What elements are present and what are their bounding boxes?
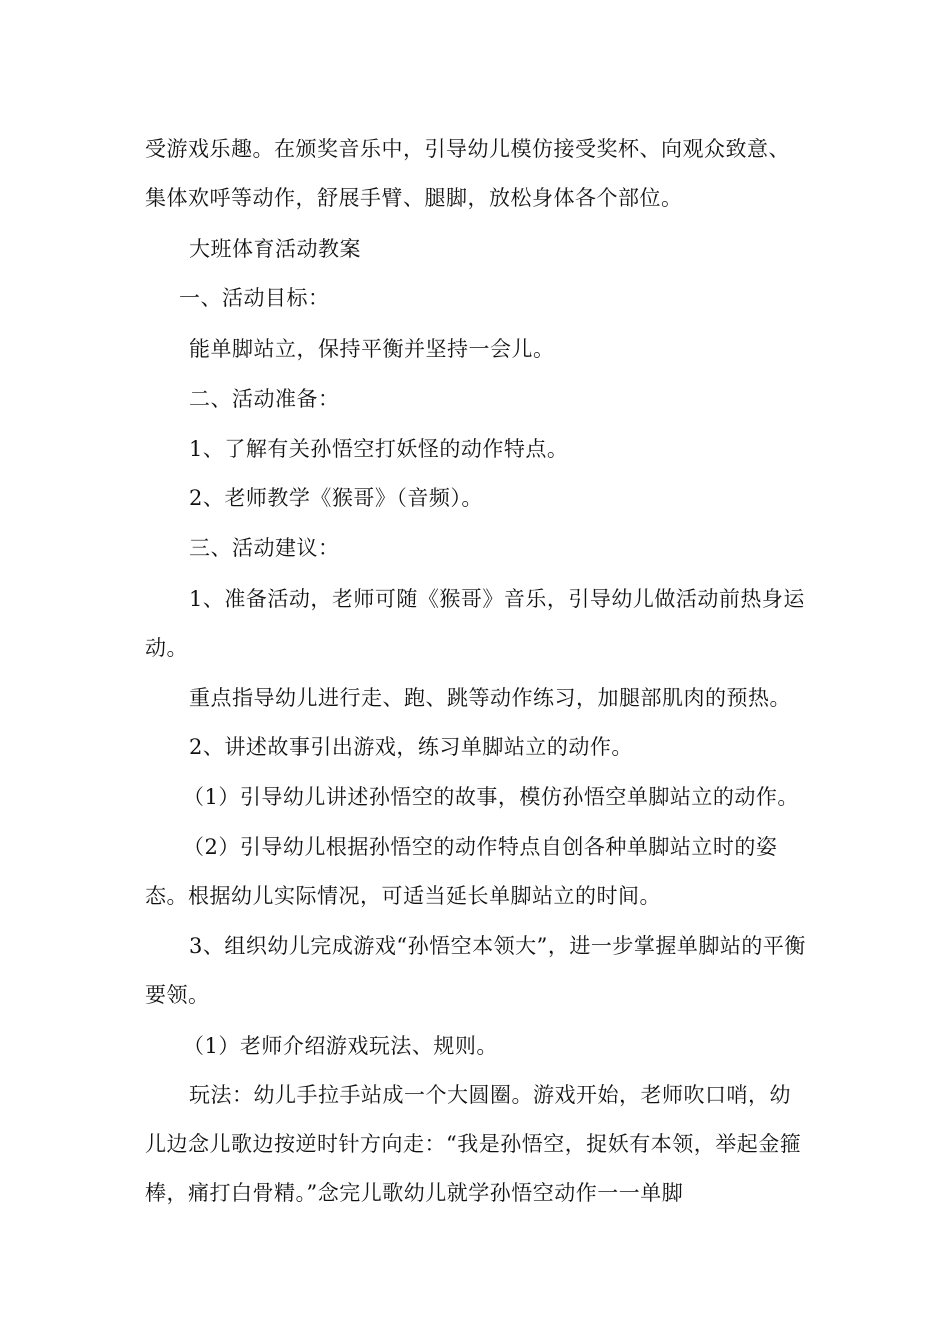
section-heading-goals: 一、活动目标： [179,286,330,310]
paragraph-sub-2: （2）引导幼儿根据孙悟空的动作特点自创各种单脚站立时的姿态。根据幼儿实际情况，可适当延长单脚站立的时间。 [145,835,778,908]
paragraph-goal: 能单脚站立，保持平衡并坚持一会儿。 [189,337,555,361]
section-heading-suggestions: 三、活动建议： [189,536,340,560]
section-heading-preparation: 二、活动准备： [189,387,340,411]
paragraph-rules: （1）老师介绍游戏玩法、规则。 [183,1034,498,1058]
paragraph-suggestion-1: 1、准备活动，老师可随《猴哥》音乐，引导幼儿做活动前热身运动。 [145,587,805,660]
paragraph-focus: 重点指导幼儿进行走、跑、跳等动作练习，加腿部肌肉的预热。 [189,686,791,710]
paragraph-suggestion-3: 3、组织幼儿完成游戏“孙悟空本领大”，进一步掌握单脚站的平衡要领。 [145,934,806,1007]
paragraph-prep-1: 1、了解有关孙悟空打妖怪的动作特点。 [189,437,569,461]
paragraph-sub-1: （1）引导幼儿讲述孙悟空的故事，模仿孙悟空单脚站立的动作。 [183,785,799,809]
document-title: 大班体育活动教案 [189,237,361,261]
paragraph-prep-2: 2、老师教学《猴哥》（音频）。 [189,486,483,510]
paragraph-suggestion-2: 2、讲述故事引出游戏，练习单脚站立的动作。 [189,735,633,759]
paragraph-award-music: 受游戏乐趣。在颁奖音乐中，引导幼儿模仿接受奖杯、向观众致意、集体欢呼等动作，舒展手臂、腿脚，放松身体各个部位。 [145,137,790,210]
paragraph-gameplay: 玩法：幼儿手拉手站成一个大圆圈。游戏开始，老师吹口哨，幼儿边念儿歌边按逆时针方向走：“我是孙悟空，捉妖有本领，举起金箍棒，痛打白骨精。”念完儿歌幼儿就学孙悟空动作一一单脚 [145,1083,802,1205]
